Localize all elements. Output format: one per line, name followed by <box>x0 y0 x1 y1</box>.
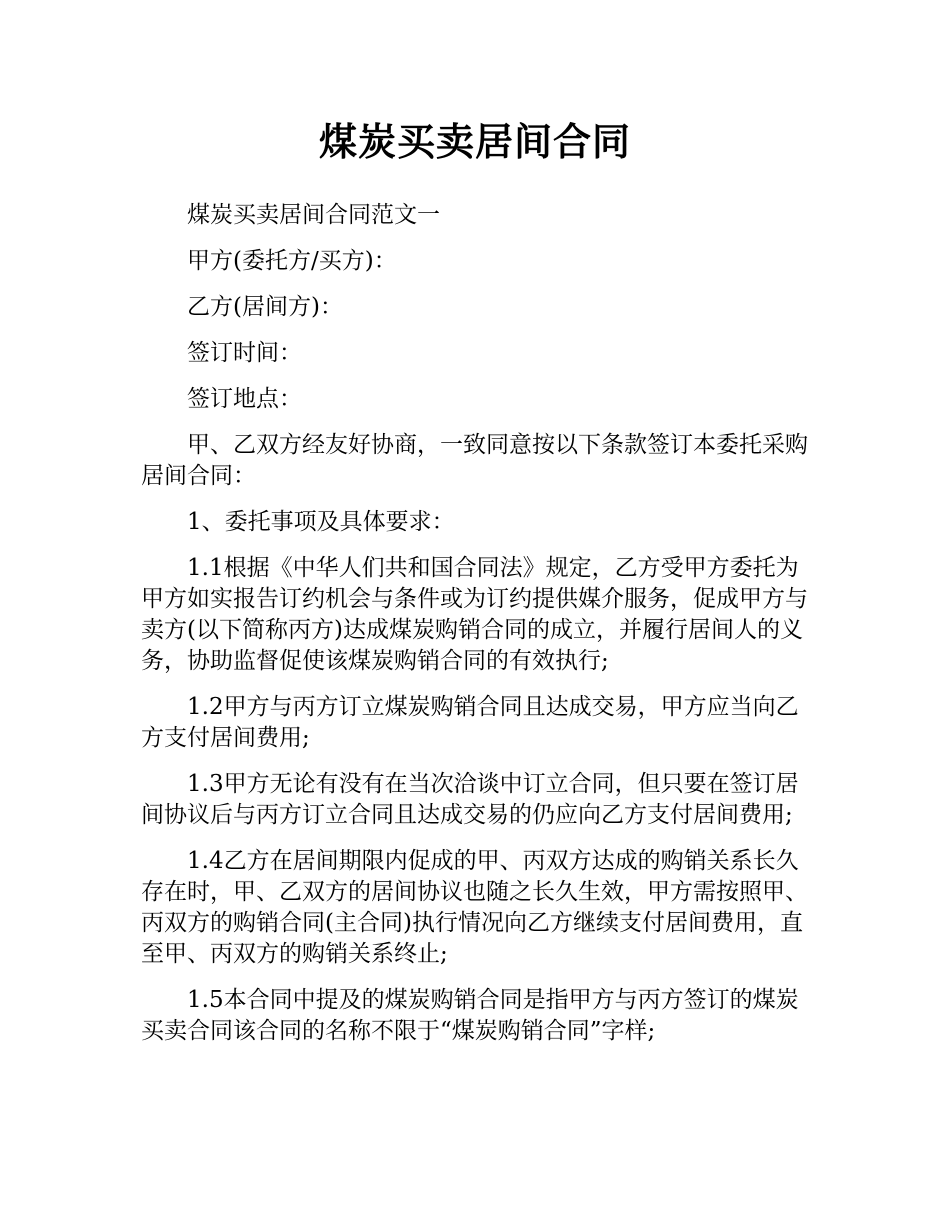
paragraph-clause-1-5: 1.5本合同中提及的煤炭购销合同是指甲方与丙方签订的煤炭买卖合同该合同的名称不限于“煤炭购销合同”字样; <box>141 987 799 1044</box>
paragraph-subtitle: 煤炭买卖居间合同范文一 <box>187 202 440 228</box>
paragraph-clause-1-4: 1.4乙方在居间期限内促成的甲、丙双方达成的购销关系长久存在时，甲、乙双方的居间协议也随之长久生效，甲方需按照甲、丙双方的购销合同(主合同)执行情况向乙方继续支付居间费用，直至甲、丙双方的购销关系终止; <box>141 848 808 967</box>
paragraph-signing-place: 签订地点： <box>187 386 302 412</box>
document-title: 煤炭买卖居间合同 <box>318 120 631 164</box>
paragraph-section-1: 1、委托事项及具体要求： <box>187 509 455 535</box>
paragraph-clause-1-2: 1.2甲方与丙方订立煤炭购销合同且达成交易，甲方应当向乙方支付居间费用; <box>141 694 799 751</box>
paragraph-clause-1-1: 1.1根据《中华人们共和国合同法》规定，乙方受甲方委托为甲方如实报告订约机会与条件或为订约提供媒介服务，促成甲方与卖方(以下简称丙方)达成煤炭购销合同的成立，并履行居间人的义务，协助监督促使该煤炭购销合同的有效执行; <box>141 555 808 674</box>
paragraph-intro: 甲、乙双方经友好协商，一致同意按以下条款签订本委托采购居间合同： <box>141 432 808 489</box>
paragraph-signing-time: 签订时间： <box>187 340 302 366</box>
paragraph-clause-1-3: 1.3甲方无论有没有在当次洽谈中订立合同，但只要在签订居间协议后与丙方订立合同且达成交易的仍应向乙方支付居间费用; <box>141 771 799 828</box>
document-body <box>141 200 813 1062</box>
paragraph-party-a: 甲方(委托方/买方)： <box>187 248 397 274</box>
paragraph-party-b: 乙方(居间方)： <box>187 294 343 320</box>
